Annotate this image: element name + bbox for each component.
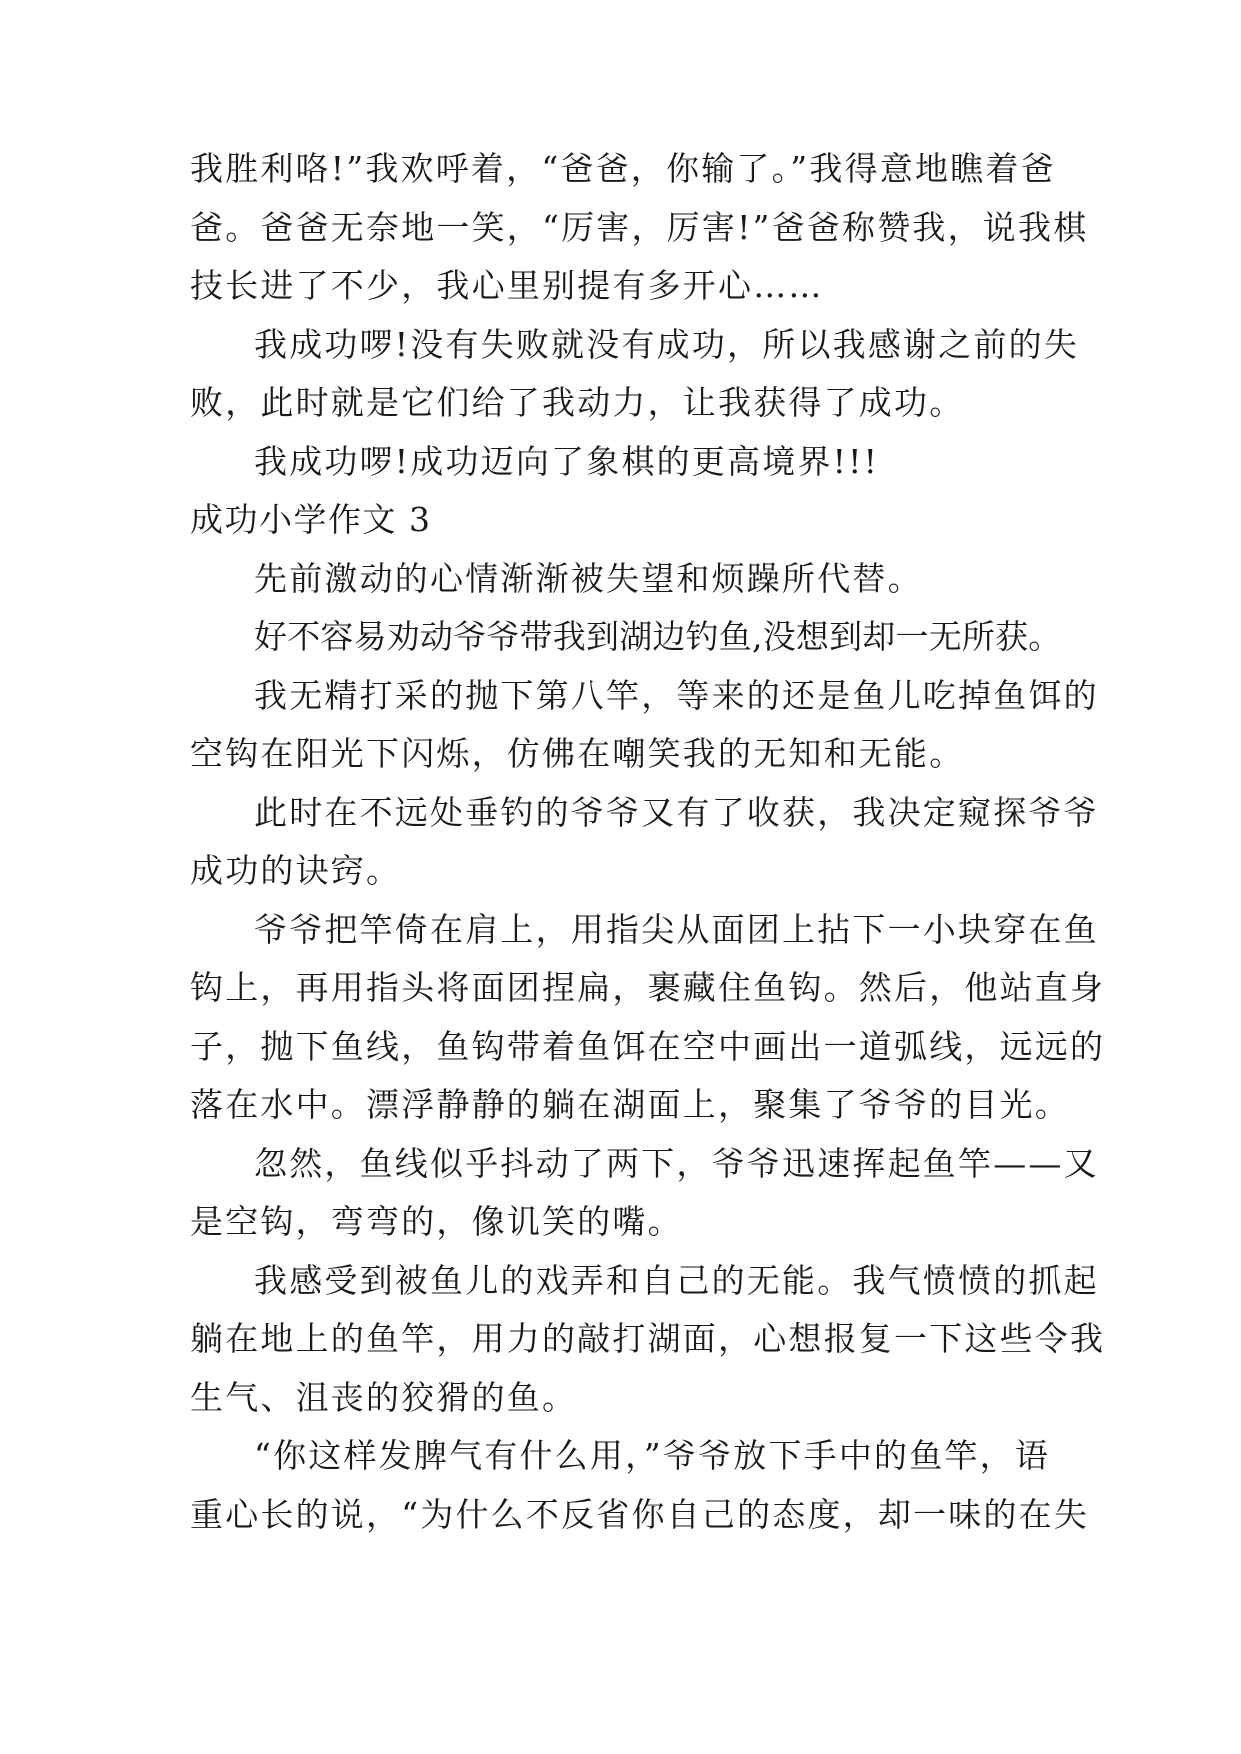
text-line: 子，抛下鱼线，鱼钩带着鱼饵在空中画出一道弧线，远远的 xyxy=(190,1026,1106,1066)
text-line: 是空钩，弯弯的，像讥笑的嘴。 xyxy=(190,1202,683,1241)
text-line: 技长进了不少，我心里别提有多开心…… xyxy=(190,266,824,305)
paragraph-start: 我无精打采的抛下第八竿，等来的还是鱼儿吃掉鱼饵的 xyxy=(254,675,1099,715)
paragraph-start: 爷爷把竿倚在肩上，用指尖从面团上拈下一小块穿在鱼 xyxy=(254,909,1099,949)
text-line: 重心长的说，“为什么不反省你自己的态度，却一味的在失 xyxy=(190,1494,1090,1534)
document-page xyxy=(190,140,1106,1544)
paragraph-start: 好不容易劝动爷爷带我到湖边钓鱼,没想到却一无所获。 xyxy=(254,617,1062,656)
text-line: 钩上，再用指头将面团捏扁，裹藏住鱼钩。然后，他站直身 xyxy=(190,968,1106,1007)
text-line: 爸。爸爸无奈地一笑，“厉害，厉害!”爸爸称赞我，说我棋 xyxy=(190,207,1089,247)
paragraph-start: 此时在不远处垂钓的爷爷又有了收获，我决定窥探爷爷 xyxy=(254,792,1099,832)
text-line: 躺在地上的鱼竿，用力的敲打湖面，心想报复一下这些令我 xyxy=(190,1319,1106,1358)
text-line: 空钩在阳光下闪烁，仿佛在嘲笑我的无知和无能。 xyxy=(190,734,965,773)
paragraph-start: “你这样发脾气有什么用，”爷爷放下手中的鱼竿，语 xyxy=(254,1436,1051,1475)
text-line: 败，此时就是它们给了我动力，让我获得了成功。 xyxy=(190,383,965,422)
text-line: 生气、沮丧的狡猾的鱼。 xyxy=(190,1377,578,1417)
section-heading: 成功小学作文 3 xyxy=(190,500,432,539)
paragraph-start: 我成功啰!没有失败就没有成功，所以我感谢之前的失 xyxy=(254,324,1080,364)
paragraph-start: 忽然，鱼线似乎抖动了两下，爷爷迅速挥起鱼竿——又 xyxy=(254,1143,1099,1183)
text-line: 成功的诀窍。 xyxy=(190,851,402,890)
paragraph-start: 先前激动的心情渐渐被失望和烦躁所代替。 xyxy=(254,558,923,598)
paragraph-start: 我成功啰!成功迈向了象棋的更高境界!!! xyxy=(254,441,880,481)
text-line: 落在水中。漂浮静静的躺在湖面上，聚集了爷爷的目光。 xyxy=(190,1085,1070,1124)
paragraph-start: 我感受到被鱼儿的戏弄和自己的无能。我气愤愤的抓起 xyxy=(254,1260,1099,1300)
text-line: 我胜利咯!”我欢呼着，“爸爸，你输了。”我得意地瞧着爸 xyxy=(190,149,1056,188)
